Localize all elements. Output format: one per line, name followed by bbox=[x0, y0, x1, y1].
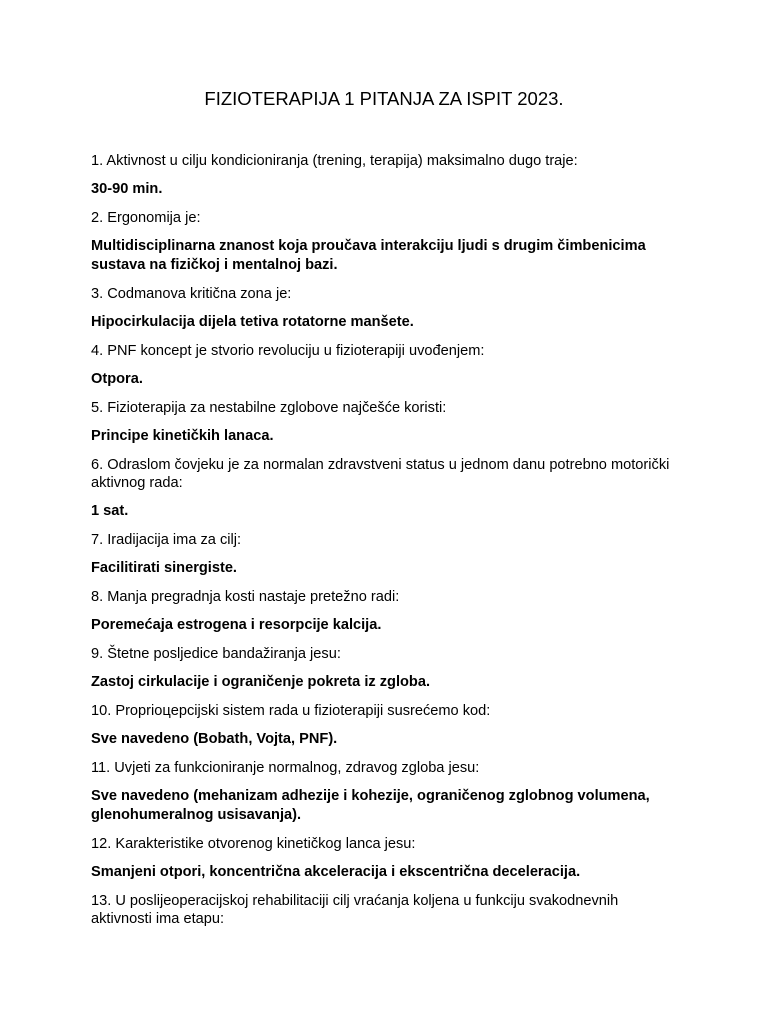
question-text: 3. Codmanova kritična zona je: bbox=[91, 286, 292, 302]
answer-text: Hipocirkulacija dijela tetiva rotatorne manšete. bbox=[91, 314, 414, 330]
question-item bbox=[91, 531, 681, 578]
question-text: 8. Manja pregradnja kosti nastaje pretežno radi: bbox=[91, 589, 400, 605]
question-item bbox=[91, 645, 681, 692]
question-text: 6. Odraslom čovjeku je za normalan zdravstveni status u jednom danu potrebno motorički aktivnog rada: bbox=[91, 457, 670, 491]
question-text: 13. U poslijeoperacijskoj rehabilitaciji cilj vraćanja koljena u funkciju svakodnevnih aktivnosti ima etapu: bbox=[91, 893, 619, 927]
answer-text: Facilitirati sinergiste. bbox=[91, 560, 237, 576]
question-text: 1. Aktivnost u cilju kondicioniranja (trening, terapija) maksimalno dugo traje: bbox=[91, 153, 578, 169]
question-text: 4. PNF koncept je stvorio revoluciju u fizioterapiji uvođenjem: bbox=[91, 343, 485, 359]
answer-text: Principe kinetičkih lanaca. bbox=[91, 428, 274, 444]
question-text: 12. Karakteristike otvorenog kinetičkog lanca jesu: bbox=[91, 836, 416, 852]
question-item bbox=[91, 892, 681, 928]
question-text: 9. Štetne posljedice bandažiranja jesu: bbox=[91, 646, 341, 662]
question-text: 2. Ergonomija je: bbox=[91, 210, 201, 226]
question-text: 10. Proprioцepcijski sistem rada u fizioterapiji susrećemo kod: bbox=[91, 703, 491, 719]
answer-text: 30-90 min. bbox=[91, 181, 163, 197]
answer-text: Otpora. bbox=[91, 371, 143, 387]
question-list bbox=[91, 152, 681, 938]
question-item bbox=[91, 399, 681, 446]
answer-text: 1 sat. bbox=[91, 503, 129, 519]
question-item bbox=[91, 152, 681, 199]
question-text: 7. Iradijacija ima za cilj: bbox=[91, 532, 242, 548]
question-text: 11. Uvjeti za funkcioniranje normalnog, zdravog zgloba jesu: bbox=[91, 760, 480, 776]
answer-text: Multidisciplinarna znanost koja proučava interakciju ljudi s drugim čimbenicima sustava na fizičkoj i mentalnoj bazi. bbox=[91, 238, 646, 273]
answer-text: Zastoj cirkulacije i ograničenje pokreta iz zgloba. bbox=[91, 674, 430, 690]
question-item bbox=[91, 456, 681, 521]
question-text: 5. Fizioterapija za nestabilne zglobove najčešće koristi: bbox=[91, 400, 447, 416]
question-item bbox=[91, 759, 681, 825]
answer-text: Smanjeni otpori, koncentrična akceleracija i ekscentrična deceleracija. bbox=[91, 864, 581, 880]
answer-text: Sve navedeno (Bobath, Vojta, PNF). bbox=[91, 731, 338, 747]
answer-text: Poremećaja estrogena i resorpcije kalcija. bbox=[91, 617, 382, 633]
answer-text: Sve navedeno (mehanizam adhezije i kohezije, ograničenog zglobnog volumena, glenohumeralnog usisavanja). bbox=[91, 788, 650, 823]
question-item bbox=[91, 342, 681, 389]
question-item bbox=[91, 209, 681, 275]
question-item bbox=[91, 285, 681, 332]
question-item bbox=[91, 702, 681, 749]
question-item bbox=[91, 588, 681, 635]
question-item bbox=[91, 835, 681, 882]
document-title: FIZIOTERAPIJA 1 PITANJA ZA ISPIT 2023. bbox=[204, 88, 564, 109]
